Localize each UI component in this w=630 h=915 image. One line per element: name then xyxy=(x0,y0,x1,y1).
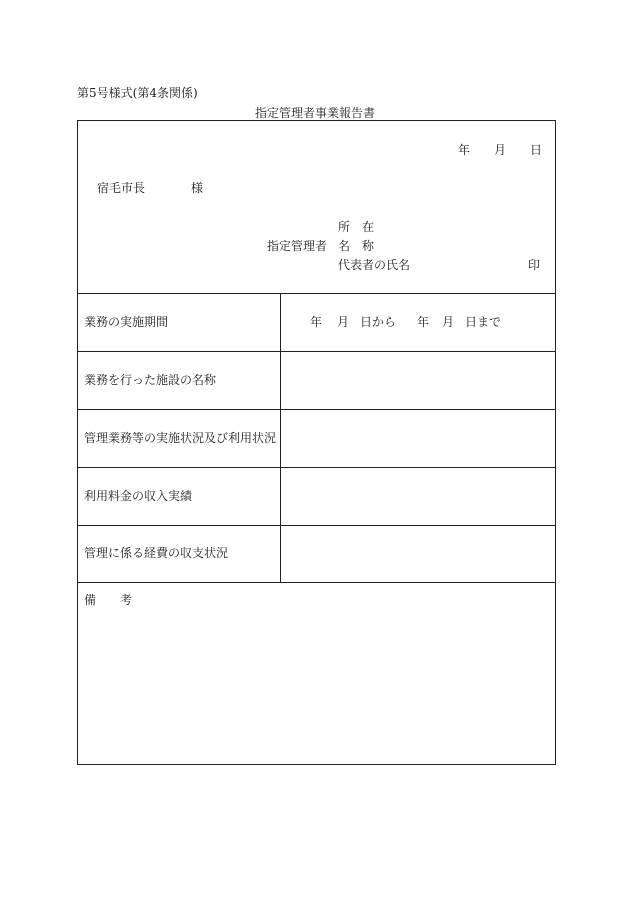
row-label: 利用料金の収入実績 xyxy=(84,489,193,503)
row-label: 業務を行った施設の名称 xyxy=(84,373,217,387)
addressee: 宿毛市長 xyxy=(97,181,146,195)
date-day-label: 日 xyxy=(530,143,543,157)
row-label: 管理業務等の実施状況及び利用状況 xyxy=(84,431,277,445)
form-number: 第5号様式(第4条関係) xyxy=(77,86,198,100)
period-from-day: 日から xyxy=(360,315,397,329)
submitter-role: 指定管理者 xyxy=(267,239,328,253)
period-field[interactable] xyxy=(280,294,556,351)
row-label: 管理に係る経費の収支状況 xyxy=(84,546,229,560)
period-from-year: 年 xyxy=(310,315,323,329)
period-from-month: 月 xyxy=(337,315,350,329)
row-implementation-period xyxy=(78,294,555,352)
row-label: 業務の実施期間 xyxy=(84,315,169,329)
row-fee-revenue xyxy=(78,468,555,526)
facility-name-field[interactable] xyxy=(280,352,556,409)
fee-revenue-field[interactable] xyxy=(280,468,556,525)
period-to-day: 日まで xyxy=(465,315,502,329)
honorific: 様 xyxy=(191,181,204,195)
row-management-status xyxy=(78,410,555,468)
seal-mark: 印 xyxy=(528,258,541,272)
row-facility-name xyxy=(78,352,555,410)
location-label: 所 在 xyxy=(338,220,375,234)
date-year-label: 年 xyxy=(458,143,471,157)
management-status-field[interactable] xyxy=(280,410,556,467)
remarks-label: 備 考 xyxy=(84,593,133,607)
period-to-month: 月 xyxy=(442,315,455,329)
representative-label: 代表者の氏名 xyxy=(338,258,411,272)
row-expense-balance xyxy=(78,525,555,583)
name-label: 名 称 xyxy=(338,239,375,253)
report-form xyxy=(77,120,556,765)
document-title: 指定管理者事業報告書 xyxy=(254,106,375,120)
header-section xyxy=(78,121,555,294)
period-to-year: 年 xyxy=(417,315,430,329)
expense-balance-field[interactable] xyxy=(280,525,556,582)
date-month-label: 月 xyxy=(494,143,507,157)
remarks-section[interactable] xyxy=(78,583,555,765)
